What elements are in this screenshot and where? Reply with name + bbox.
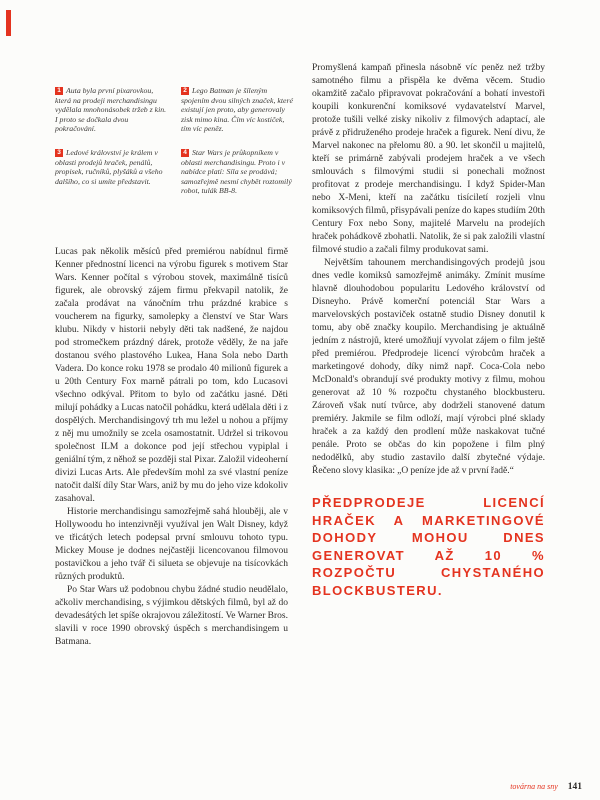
photo-caption <box>181 86 293 134</box>
body-paragraph: Největším tahounem merchandisingových prodejů jsou dnes vedle komiksů samozřejmě animáky. Zmínit musíme hlavně dlouhodobou popularitu Ledového království od Disneyho. Právě komerční potenciál Star Wars a marvelovských postaviček ostatně studio Disney donutil k tomu, aby obě značky koupilo. Merchandising je aktuálně jedním z nástrojů, které umožňují vyvolat zájem o film ještě před premiérou. Předprodeje licencí výrobcům hraček a marketingové dohody, díky nimž např. Coca-Cola nebo McDonald's obrandují své produkty motivy z filmu, mohou generovat až 10 % rozpočtu chystaného blockbusteru. Zároveň však nutí tvůrce, aby dodrželi stanovené datum premiéry. Jakmile se film odloží, mají výrobci plné sklady hraček a za každý den prodlení může naskakovat tučné penále. Proto se občas do kin popožene i film plný nedodělků, aby studio zastavilo další zbytečné výdaje. Řečeno slovy klasika: „O peníze jde až v první řadě.“ <box>312 258 545 476</box>
caption-text: Star Wars je průkopníkem v oblasti merchandisingu. Proto i v nabídce platí: Síla se prodává; samozřejmě nesmí chybět roztomilý robot, tulák BB-8. <box>181 147 292 196</box>
page-footer <box>510 782 582 792</box>
footer-page-number: 141 <box>567 782 582 792</box>
body-paragraph: Promyšlená kampaň přinesla násobně víc peněz než tržby samotného filmu a přispěla ke dvěma věcem. Studio okamžitě začalo připravovat pokračování a bohatí investoři koupili konkurenční komiksové vydavatelství Marvel, protože tušili velké zisky nikoliv z filmových adaptací, ale právě z přidruženého prodeje hraček a figurek. Není divu, že Marvel nakonec na přelomu 80. a 90. let skončil u majitelů, kteří se primárně zabývali prodejem hraček a ve všech smlouvách s filmovými studii si ponechali možnost profitovat z prodeje merchandisingu. I když Spider-Man nebo X-Meni, kteří na začátku tisíciletí rozjeli vlnu komiksových filmů, přisypávali peníze do kapes studiím 20th Century Fox nebo Sony, majitelé Marvelu na prodejích hraček pohádkově zbohatli. Natolik, že si pak založili vlastní filmové studio a začali filmy produkovat sami. <box>312 63 545 255</box>
captions-grid <box>55 86 293 196</box>
photo-caption <box>181 148 293 196</box>
left-text-column <box>55 246 288 794</box>
footer-section-label: továrna na sny <box>510 782 558 791</box>
caption-text: Auta byla první pixarovkou, která na prodeji merchandisingu vydělala mnohonásobek tržeb z kin. I proto se dočkala dvou pokračování. <box>55 86 167 134</box>
photo-caption <box>55 148 167 196</box>
body-paragraph: Po Star Wars už podobnou chybu žádné studio neudělalo, ačkoliv merchandising, s výjimkou dětských filmů, byl až do devadesátých let spíše okrajovou záležitostí. Ve Warner Bros. slavili v roce 1990 obrovský úspěch s merchandisingem u Batmana. <box>55 585 288 647</box>
pull-quote: PŘEDPRODEJE LICENCÍ HRAČEK A MARKETINGOVÉ DOHODY MOHOU DNES GENEROVAT AŽ 10 % ROZPOČTU CHYSTANÉHO BLOCKBUSTERU. <box>312 495 545 598</box>
caption-number-badge: 4 <box>181 149 189 157</box>
photo-caption <box>55 86 167 134</box>
right-column-paragraphs <box>312 62 545 478</box>
caption-text: Ledové království je králem v oblasti prodejů hraček, penálů, propisek, ručníků, plyšáků a všeho dalšího, co si umíte představit. <box>55 147 163 186</box>
body-paragraph: Historie merchandisingu samozřejmě sahá hlouběji, ale v Hollywoodu ho intenzivněji využíval jen Walt Disney, když ve třicátých letech podepsal první smlouvu tohoto typu. Mickey Mouse je dodnes nejčastěji licencovanou filmovou postavičkou a jeho tvář či silueta se objevuje na tisícovkách různých produktů. <box>55 507 288 582</box>
caption-text: Lego Batman je šíleným spojením dvou silných značek, které existují jen proto, aby generovaly zisk mimo kina. Čím víc kostiček, tím víc peněz. <box>181 86 293 134</box>
right-text-column <box>312 62 545 782</box>
body-paragraph: Lucas pak několik měsíců před premiérou nabídnul firmě Kenner přednostní licenci na výrobu figurek s motivem Star Wars. Kenner počítal s výrobou stovek, maximálně tisíců figurek, ale obrovský zájem firmu překvapil natolik, že začala prodávat na vánočním trhu prázdné krabice s voucherem na figurky, samolepky a členství ve Star Wars klubu. Nikdy v historii nebyly děti tak nadšené, že najdou pod stromečkem prázdný dárek, protože věděly, že na jaře dostanou svého plastového Lukea, Hana Sola nebo Darth Vadera. Do konce roku 1978 se prodalo 40 milionů figurek a u 20th Century Fox marně pátrali po tom, kdo Lucasovi všechno odkýval. Přitom to bylo od začátku jasné. Děti milují pohádky a Lucas natočil pohádku, která udělala děti i z dospělých. Merchandisingový trh mu ležel u nohou a příjmy z něj mu umožnily se zcela osamostatnit. Udržel si trikovou společnost ILM a dokonce pod její střechou vypiplal i geniální tým, z něhož se později stal Pixar. Založil videoherní divizi Lucas Arts. Ale především mohl za své vlastní peníze natočit další díly Star Wars, aniž by mu do jeho vize kdokoliv zasahoval. <box>55 247 288 504</box>
caption-number-badge: 1 <box>55 87 63 95</box>
page-edge-mark <box>6 10 11 36</box>
caption-number-badge: 2 <box>181 87 189 95</box>
caption-number-badge: 3 <box>55 149 63 157</box>
